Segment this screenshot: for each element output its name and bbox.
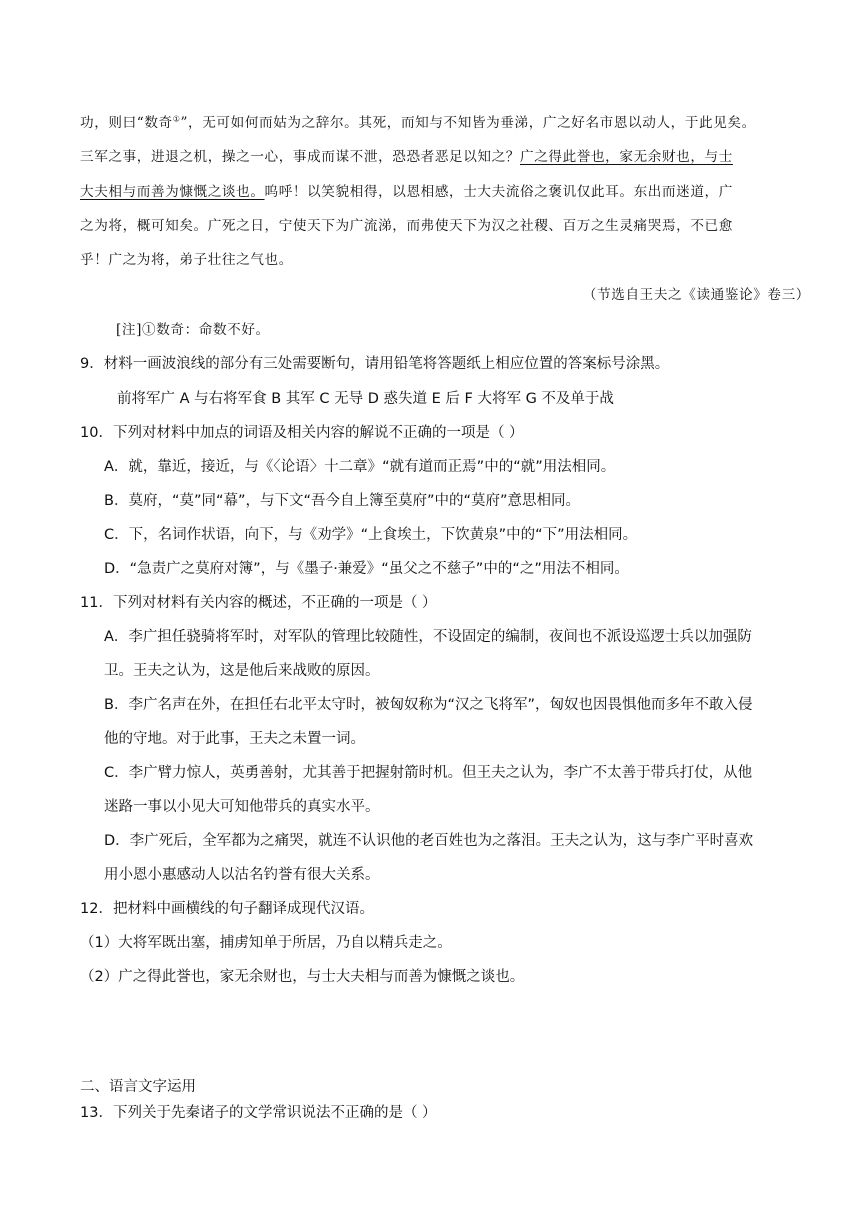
passage-line-3 <box>80 180 733 200</box>
underlined-sentence: 大夫相与而善为慷慨之谈也。 <box>80 184 265 200</box>
question-9-options: 前将军广 A 与右将军食 B 其军 C 无导 D 惑失道 E 后 F 大将军 G 不及单于战 <box>117 391 614 407</box>
question-11-option-b-line-1: B．李广名声在外，在担任右北平太守时，被匈奴称为“汉之飞将军”，匈奴也因畏惧他而多年不敢入侵 <box>104 697 753 713</box>
question-10-stem: 10．下列对材料中加点的词语及相关内容的解说不正确的一项是（ ） <box>80 425 524 441</box>
question-11-option-b-line-2: 他的守地。对于此事，王夫之未置一词。 <box>104 731 365 747</box>
footnote-marker: ① <box>172 114 181 124</box>
question-10-option-c: C．下，名词作状语，向下，与《劝学》“上食埃土，下饮黄泉”中的“下”用法相同。 <box>104 527 638 543</box>
question-9-stem: 9．材料一画波浪线的部分有三处需要断句，请用铅笔将答题纸上相应位置的答案标号涂黑。 <box>80 356 670 372</box>
question-11-option-c-line-1: C．李广臂力惊人，英勇善射，尤其善于把握射箭时机。但王夫之认为，李广不太善于带兵打仗，从他 <box>104 765 753 781</box>
underlined-sentence: 广之得此誉也，家无余财也，与士 <box>520 149 733 165</box>
question-12-sentence-2: （2）广之得此誉也，家无余财也，与士大夫相与而善为慷慨之谈也。 <box>80 969 525 985</box>
passage-line-1 <box>80 111 756 131</box>
passage-line-2 <box>80 145 733 165</box>
passage-note: [注]①数奇：命数不好。 <box>116 322 270 338</box>
question-10-option-d: D．“急责广之莫府对簿”，与《墨子·兼爱》“虽父之不慈子”中的“之”用法不相同。 <box>104 561 629 577</box>
question-11-option-c-line-2: 迷路一事以小见大可知他带兵的真实水平。 <box>104 799 380 815</box>
question-10-option-b: B．莫府，“莫”同“幕”，与下文“吾今自上簿至莫府”中的“莫府”意思相同。 <box>104 493 581 509</box>
question-11-option-d-line-2: 用小恩小惠感动人以沽名钓誉有很大关系。 <box>104 867 380 883</box>
question-11-option-a-line-2: 卫。王夫之认为，这是他后来战败的原因。 <box>104 663 380 679</box>
question-10-option-a: A．就，靠近，接近，与《〈论语〉十二章》“就有道而正焉”中的“就”用法相同。 <box>104 459 616 475</box>
question-12-stem: 12．把材料中画横线的句子翻译成现代汉语。 <box>80 901 374 917</box>
question-12-sentence-1: （1）大将军既出塞，捕虏知单于所居，乃自以精兵走之。 <box>80 935 452 951</box>
passage-source: （节选自王夫之《读通鉴论》卷三） <box>582 287 810 303</box>
section-2-title: 二、语言文字运用 <box>80 1079 196 1095</box>
passage-text: 功，则曰“数奇 <box>80 115 173 131</box>
passage-line-5: 乎！广之为将，弟子壮往之气也。 <box>80 252 293 268</box>
question-11-option-d-line-1: D．李广死后，全军都为之痛哭，就连不认识他的老百姓也为之落泪。王夫之认为，这与李广平时喜欢 <box>104 833 754 849</box>
passage-text: 三军之事，进退之机，操之一心，事成而谋不泄，恐恐者恶足以知之？ <box>80 149 521 165</box>
passage-line-4: 之为将，概可知矣。广死之日，宁使天下为广流涕，而弗使天下为汉之社稷、百万之生灵痛哭焉，不已愈 <box>80 218 733 234</box>
passage-text: ”，无可如何而姑为之辞尔。其死，而知与不知皆为垂涕，广之好名市恩以动人，于此见矣。 <box>180 115 756 131</box>
question-11-stem: 11．下列对材料有关内容的概述，不正确的一项是（ ） <box>80 595 437 611</box>
question-13-stem: 13．下列关于先秦诸子的文学常识说法不正确的是（ ） <box>80 1105 437 1121</box>
passage-text: 呜呼！以笑貌相得，以恩相感，士大夫流俗之褒讥仅此耳。东出而迷道，广 <box>264 184 733 200</box>
question-11-option-a-line-1: A．李广担任骁骑将军时，对军队的管理比较随性，不设固定的编制，夜间也不派设巡逻士兵以加强防 <box>104 629 752 645</box>
